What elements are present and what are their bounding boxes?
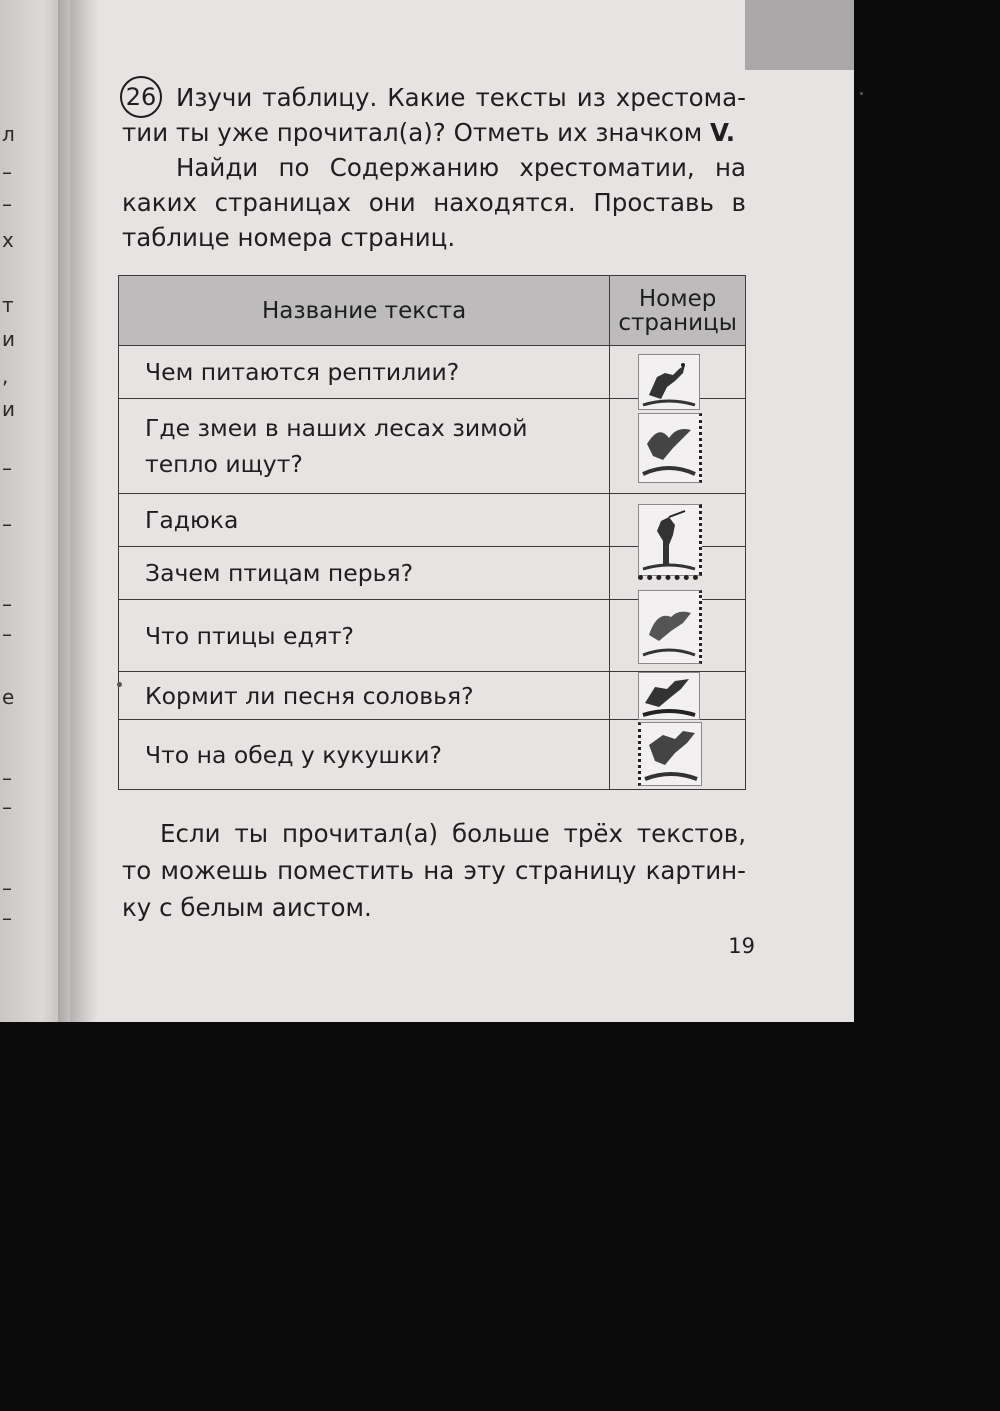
perforation-icon — [638, 575, 698, 588]
fragment: и — [2, 397, 15, 421]
texts-table — [118, 275, 746, 790]
footer-line-2: то можешь поместить на эту страницу картин- — [122, 856, 746, 885]
fragment: – — [2, 906, 12, 930]
stork-stamp-icon[interactable] — [638, 413, 702, 483]
column-header-page: Номер страницы — [610, 276, 746, 346]
text-title-cell: Что на обед у кукушки? — [119, 720, 610, 790]
table-row — [119, 399, 746, 494]
page-number-cell[interactable] — [610, 346, 746, 399]
fragment: – — [2, 766, 12, 790]
text-title-cell: Где змеи в наших лесах зимой тепло ищут? — [119, 399, 610, 494]
column-header-title: Название текста — [119, 276, 610, 346]
fragment: л — [2, 122, 15, 146]
task-number-badge: 26 — [120, 76, 162, 118]
scan-speck — [117, 682, 122, 687]
footer-line-3: ку с белым аистом. — [122, 893, 372, 922]
fragment: – — [2, 592, 12, 616]
table-row — [119, 600, 746, 672]
page-number-cell[interactable] — [610, 720, 746, 790]
fragment: , — [2, 364, 9, 388]
stork-stamp-icon[interactable] — [638, 590, 702, 664]
fragment: – — [2, 192, 12, 216]
fragment: – — [2, 876, 12, 900]
text-title-cell: Зачем птицам перья? — [119, 547, 610, 600]
fragment: и — [2, 327, 15, 351]
table-row — [119, 346, 746, 399]
text-title-cell: Гадюка — [119, 494, 610, 547]
page-number-cell[interactable] — [610, 672, 746, 720]
stork-stamp-icon[interactable] — [638, 672, 700, 720]
corner-tab — [745, 0, 854, 70]
table-row — [119, 672, 746, 720]
left-page-text-fragments — [0, 0, 16, 1022]
fragment: – — [2, 622, 12, 646]
fragment: т — [2, 293, 14, 317]
page-number-cell[interactable] — [610, 399, 746, 494]
fragment: х — [2, 228, 14, 252]
page-number-cell[interactable] — [610, 494, 746, 547]
fragment: – — [2, 512, 12, 536]
text-title-cell: Кормит ли песня соловья? — [119, 672, 610, 720]
table-header-row — [119, 276, 746, 346]
page-number-cell[interactable] — [610, 600, 746, 672]
fragment: – — [2, 160, 12, 184]
scan-speck — [860, 92, 863, 95]
table-row — [119, 494, 746, 547]
fragment: – — [2, 456, 12, 480]
footer-line-1: Если ты прочитал(а) больше трёх текстов, — [160, 819, 746, 848]
task-find-line-2: каких страницах они находятся. Проставь в — [122, 188, 746, 217]
task-intro-line-2 — [122, 115, 746, 150]
text-title-cell: Что птицы едят? — [119, 600, 610, 672]
table-row — [119, 720, 746, 790]
page-number: 19 — [728, 934, 755, 958]
stork-stamp-icon[interactable] — [638, 722, 702, 786]
fragment: – — [2, 795, 12, 819]
text-title-cell: Чем питаются рептилии? — [119, 346, 610, 399]
task-intro-line-1: Изучи таблицу. Какие тексты из хрестома- — [176, 83, 746, 112]
fragment: е — [2, 685, 15, 709]
check-mark-icon: V. — [710, 118, 736, 147]
page-shadow — [70, 0, 98, 1022]
task-find-line-1: Найди по Содержанию хрестоматии, на — [176, 153, 746, 182]
task-find-line-3: таблице номера страниц. — [122, 223, 456, 252]
task-intro-text: тии ты уже прочитал(а)? Отметь их значком — [122, 118, 703, 147]
